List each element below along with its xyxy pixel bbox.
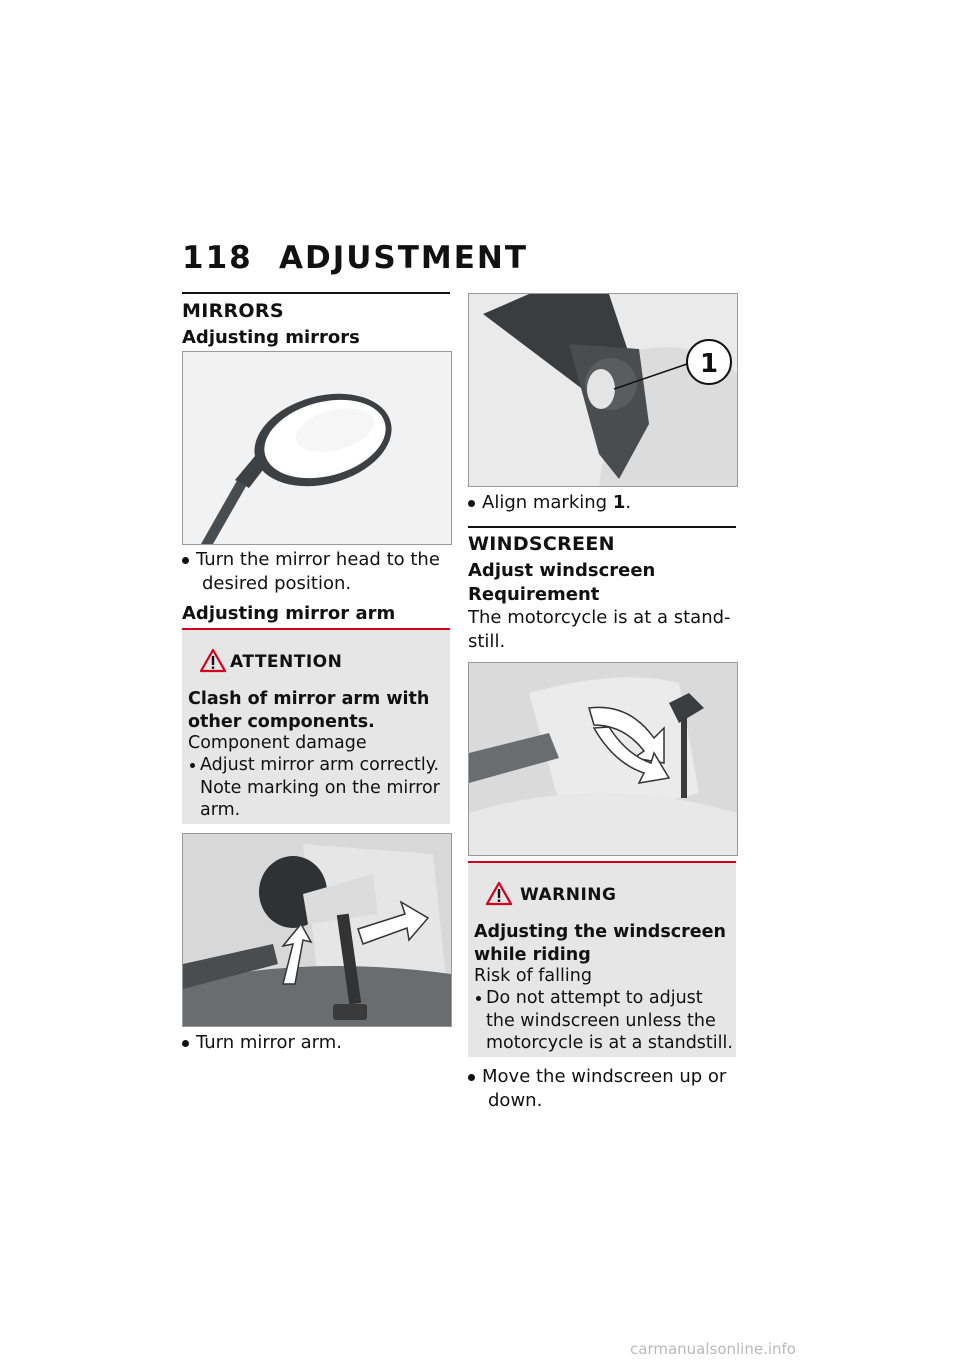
- notice-label: WARNING: [520, 885, 617, 905]
- reference-number: 1: [612, 492, 626, 513]
- step-text: Turn mirror arm.: [196, 1032, 343, 1053]
- warning-triangle-icon: [199, 648, 227, 673]
- step-text: Turn the mirror head to the: [196, 549, 440, 570]
- requirement-heading: Requirement: [468, 584, 600, 605]
- step-text: Align marking: [482, 492, 608, 513]
- mirror-head-illustration: [182, 351, 452, 545]
- section-title: ADJUSTMENT: [279, 240, 529, 276]
- page-header: [182, 240, 528, 276]
- windscreen-illustration: [468, 662, 738, 856]
- mirror-arm-illustration: [182, 833, 452, 1027]
- notice-headline: other components.: [188, 712, 375, 732]
- section-divider: [468, 526, 736, 528]
- notice-action: Note marking on the mirror: [200, 778, 440, 798]
- bullet-icon: [468, 500, 475, 507]
- bullet-icon: [476, 996, 481, 1001]
- list-item: [468, 491, 736, 515]
- requirement-text: still.: [468, 631, 506, 652]
- step-text: Move the windscreen up or: [482, 1066, 727, 1087]
- step-text: down.: [488, 1090, 543, 1111]
- notice-headline: Clash of mirror arm with: [188, 689, 430, 709]
- requirement-text: The motorcycle is at a stand-: [468, 607, 731, 628]
- step-period: .: [625, 492, 632, 513]
- bullet-icon: [182, 557, 189, 564]
- adjusting-mirrors-heading: Adjusting mirrors: [182, 327, 360, 348]
- bullet-icon: [182, 1040, 189, 1047]
- windscreen-heading: WINDSCREEN: [468, 533, 615, 555]
- list-item: [182, 548, 450, 596]
- notice-consequence: Risk of falling: [474, 966, 592, 986]
- warning-triangle-icon: [485, 881, 513, 906]
- notice-label: ATTENTION: [230, 652, 343, 672]
- notice-action: Do not attempt to adjust: [486, 988, 703, 1008]
- bullet-icon: [190, 763, 195, 768]
- bullet-icon: [468, 1074, 475, 1081]
- notice-consequence: Component damage: [188, 733, 367, 753]
- list-item: [468, 1065, 736, 1113]
- notice-headline: Adjusting the windscreen: [474, 922, 726, 942]
- watermark: carmanualsonline.info: [630, 1340, 796, 1358]
- adjust-windscreen-heading: Adjust windscreen: [468, 560, 656, 581]
- notice-action: Adjust mirror arm correctly.: [200, 755, 440, 775]
- section-divider: [182, 292, 450, 294]
- notice-headline: while riding: [474, 945, 591, 965]
- attention-notice: [182, 628, 450, 824]
- step-text: desired position.: [202, 573, 352, 594]
- warning-notice: [468, 861, 736, 1057]
- notice-action: the windscreen unless the: [486, 1011, 716, 1031]
- mirrors-heading: MIRRORS: [182, 300, 284, 322]
- list-item: [182, 1031, 450, 1055]
- notice-action: arm.: [200, 800, 241, 820]
- adjusting-arm-heading: Adjusting mirror arm: [182, 603, 396, 624]
- notice-action: motorcycle is at a standstill.: [486, 1033, 733, 1053]
- page-number: 118: [182, 240, 253, 276]
- mirror-marking-illustration: [468, 293, 738, 487]
- callout-number: 1: [699, 349, 719, 379]
